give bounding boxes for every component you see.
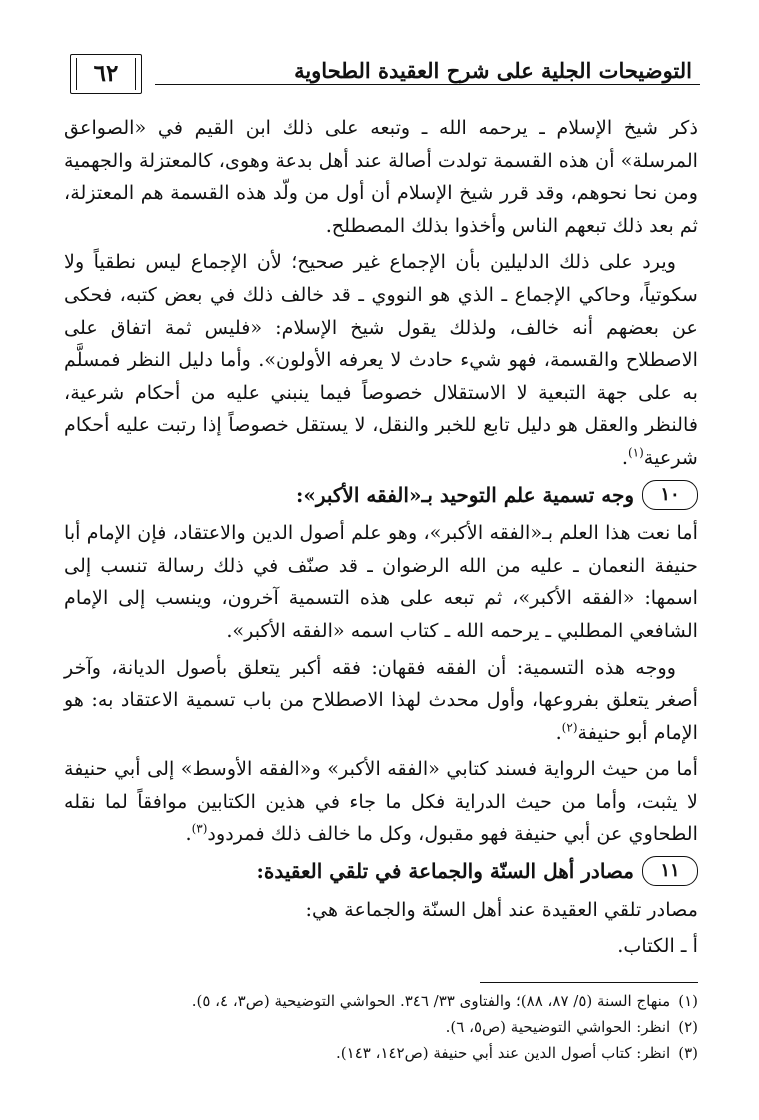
paragraph-1: ذكر شيخ الإسلام ـ يرحمه الله ـ وتبعه على ذلك ابن القيم في «الصواعق المرسلة» أن هذه القسمة تولدت أصالة عند أهل بدعة وهوى، كالمعتزلة والجهمية ومن نحا نحوهم، وقد قرر شيخ الإسلام أن أول من ولّد هذه القسمة هم المعتزلة، ثم بعد ذلك تبعهم الناس وأخذوا بذلك المصطلح.	[64, 116, 698, 237]
section-number-badge-10: ١٠	[642, 480, 698, 510]
footnote-text-3: انظر: كتاب أصول الدين عند أبي حنيفة (ص١٤٢، ١٤٣).	[336, 1044, 671, 1062]
section-11-item-a: أ ـ الكتاب.	[617, 934, 698, 958]
footnote-ref-2: (٢)	[561, 720, 578, 735]
footnote-1	[64, 988, 698, 1014]
section-10-paragraph-3-text: أما من حيث الرواية فسند كتابي «الفقه الأكبر» و«الفقه الأوسط» إلى أبي حنيفة لا يثبت، وأما من حيث الدراية فكل ما جاء في هذين الكتابين موافقاً لما نقله الطحاوي عن أبي حنيفة فهو مقبول، وكل ما خالف ذلك فمردود	[64, 757, 698, 846]
footnote-mark-1: (١)	[678, 992, 698, 1010]
running-title: التوضيحات الجلية على شرح العقيدة الطحاوية	[294, 58, 692, 83]
paragraph-2: ويرد على ذلك الدليلين بأن الإجماع غير صحيح؛ لأن الإجماع ليس نطقياً ولا سكوتياً، وحاكي الإجماع ـ الذي هو النووي ـ قد خالف ذلك في بعض كتبه، فحكى عن بعضهم أنه خالف، ولذلك يقول شيخ الإسلام: «فليس ثمة اتفاق على الاصطلاح والقسمة، فهو شيء حادث لا يعرفه الأولون». وأما دليل النظر فمسلَّم به على جهة التبعية لا الاستقلال خصوصاً فيما ينبني عليه من أحكام شرعية، فالنظر والعقل هو دليل تابع للخبر والنقل، لا يستقل خصوصاً إذا رتبت عليه أحكام شرعية$^{(١)}$.	[64, 250, 698, 469]
page-number: ٦٢	[93, 60, 119, 87]
page-header	[60, 52, 700, 94]
footnote-ref-3: (٣)	[191, 822, 208, 837]
footnote-text-1: منهاج السنة (٥/ ٨٧، ٨٨)؛ والفتاوى ٣٣/ ٣٤٦. الحواشي التوضيحية (ص٣، ٤، ٥).	[191, 992, 671, 1010]
header-rule	[155, 84, 700, 85]
page-number-frame	[70, 54, 142, 94]
footnote-3	[64, 1040, 698, 1066]
section-heading-11	[64, 855, 698, 888]
section-10-paragraph-3: أما من حيث الرواية فسند كتابي «الفقه الأكبر» و«الفقه الأوسط» إلى أبي حنيفة لا يثبت، وأما من حيث الدراية فكل ما جاء في هذين الكتابين موافقاً لما نقله الطحاوي عن أبي حنيفة فهو مقبول، وكل ما خالف ذلك فمردود$^{(٣)}$.	[64, 757, 698, 846]
section-title-10: وجه تسمية علم التوحيد بـ«الفقه الأكبر»:	[295, 482, 634, 507]
footnote-mark-3: (٣)	[678, 1044, 698, 1062]
section-10-paragraph-1: أما نعت هذا العلم بـ«الفقه الأكبر»، وهو علم أصول الدين والاعتقاد، فإن الإمام أبا حنيفة النعمان ـ عليه من الله الرضوان ـ قد صنّف في ذلك رسالة تنسب إلى اسمها: «الفقه الأكبر»، ثم تبعه على هذه التسمية آخرون، وينسب إلى الإمام الشافعي المطلبي ـ يرحمه الله ـ كتاب اسمه «الفقه الأكبر».	[64, 521, 698, 642]
section-11-paragraph-1: مصادر تلقي العقيدة عند أهل السنّة والجماعة هي:	[305, 897, 698, 921]
section-number-badge-11: ١١	[642, 856, 698, 886]
footnotes	[64, 988, 698, 1066]
footnote-text-2: انظر: الحواشي التوضيحية (ص٥، ٦).	[445, 1018, 671, 1036]
section-10-paragraph-2-text: ووجه هذه التسمية: أن الفقه فقهان: فقه أكبر يتعلق بأصول الديانة، وآخر أصغر يتعلق بفروعها، وأول محدث لهذا الاصطلاح من باب تسمية الاعتقاد به: هو الإمام أبو حنيفة	[64, 655, 698, 744]
page-body	[64, 112, 698, 967]
section-title-11: مصادر أهل السنّة والجماعة في تلقي العقيدة:	[256, 859, 634, 884]
footnote-separator	[480, 982, 698, 983]
footnote-mark-2: (٢)	[678, 1018, 698, 1036]
paragraph-2-text: ويرد على ذلك الدليلين بأن الإجماع غير صحيح؛ لأن الإجماع ليس نطقياً ولا سكوتياً، وحاكي الإجماع ـ الذي هو النووي ـ قد خالف ذلك في بعض كتبه، فحكى عن بعضهم أنه خالف، ولذلك يقول شيخ الإسلام: «فليس ثمة اتفاق على الاصطلاح والقسمة، فهو شيء حادث لا يعرفه الأولون». وأما دليل النظر فمسلَّم به على جهة التبعية لا الاستقلال خصوصاً فيما ينبني عليه من أحكام شرعية، فالنظر والعقل هو دليل تابع للخبر والنقل، لا يستقل خصوصاً إذا رتبت عليه أحكام شرعية	[64, 250, 698, 469]
footnote-ref-1: (١)	[627, 445, 644, 460]
section-10-paragraph-2: ووجه هذه التسمية: أن الفقه فقهان: فقه أكبر يتعلق بأصول الديانة، وآخر أصغر يتعلق بفروعها، وأول محدث لهذا الاصطلاح من باب تسمية الاعتقاد به: هو الإمام أبو حنيفة$^{(٢)}$.	[64, 655, 698, 744]
section-heading-10	[64, 479, 698, 512]
footnote-2	[64, 1014, 698, 1040]
